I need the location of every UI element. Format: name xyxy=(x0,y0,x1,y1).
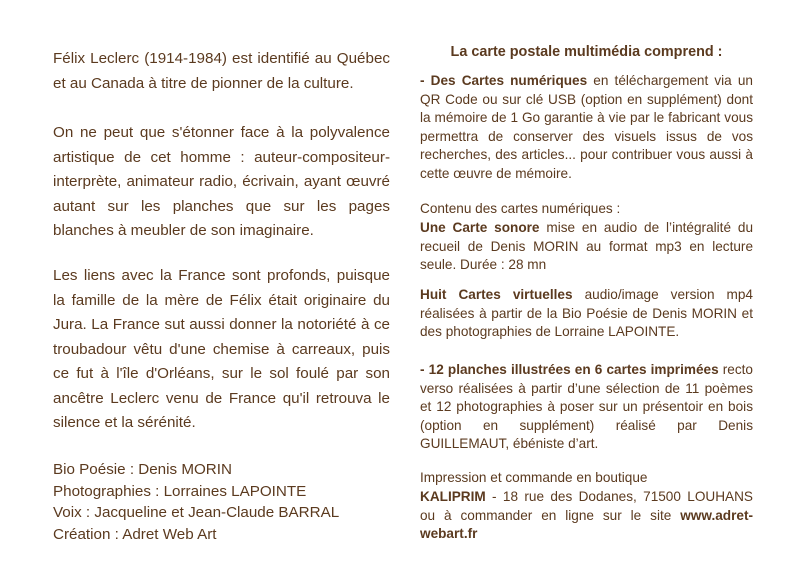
contenu-heading: Contenu des cartes numériques : xyxy=(420,201,621,216)
website-link[interactable]: www.adret-webart.fr xyxy=(420,507,753,542)
credits-block xyxy=(53,459,390,545)
planches-label: - 12 planches illustrées en 6 cartes imprimées xyxy=(420,362,719,377)
france-paragraph: Les liens avec la France sont profonds, puisque la famille de la mère de Félix était originaire du Jura. La France sut aussi donner la notoriété à ce troubadour vêtu d'une chemise à carreaux, puis ce fut à l'île d'Orléans, sur le sol foulé par son ancêtre Leclerc venu de France qu'il retrouva le silence et la sérénité. xyxy=(53,267,390,431)
cartes-virtuelles-paragraph xyxy=(420,286,753,342)
cartes-numeriques-text: en téléchargement via un QR Code ou sur clé USB (option en supplément) dont la mémoire de 1 Go garantie à vie par le fabricant vous permettra de conserver des visuels issus de vos recherches, des articles... pour contribuer vous aussi à cette œuvre de mémoire. xyxy=(420,73,753,181)
planches-paragraph xyxy=(420,361,753,454)
cartes-virtuelles-text: audio/image version mp4 réalisées à partir de la Bio Poésie de Denis MORIN et des photographies de Lorraine LAPOINTE. xyxy=(420,287,753,340)
cartes-virtuelles-label: Huit Cartes virtuelles xyxy=(420,287,573,302)
kaliprim-paragraph xyxy=(420,488,753,544)
credit-voix: Voix : Jacqueline et Jean-Claude BARRAL xyxy=(53,504,340,521)
credit-creation: Création : Adret Web Art xyxy=(53,525,217,543)
polyvalence-paragraph: On ne peut que s'étonner face à la polyvalence artistique de cet homme : auteur-compositeur-interprète, animateur radio, écrivain, ayant œuvré autant sur les planches que sur les pages blanches à meubler de son imaginaire. xyxy=(53,124,390,239)
impression-heading: Impression et commande en boutique xyxy=(420,470,648,485)
credit-bio: Bio Poésie : Denis MORIN xyxy=(53,461,232,478)
carte-sonore-label: Une Carte sonore xyxy=(420,220,540,235)
credit-photos: Photographies : Lorraines LAPOINTE xyxy=(53,482,307,500)
planches-text: recto verso réalisées à partir d’une sélection de 11 poèmes et 12 photographies à poser sur un présentoir en bois (option en supplément) réalisé par Denis GUILLEMAUT, ébéniste d’art. xyxy=(420,362,753,452)
intro-paragraph: Félix Leclerc (1914-1984) est identifié au Québec et au Canada à titre de pionner de la culture. xyxy=(53,50,390,92)
section-heading: La carte postale multimédia comprend : xyxy=(450,44,723,60)
cartes-numeriques-paragraph xyxy=(420,72,753,184)
carte-sonore-text: mise en audio de l’intégralité du recueil de Denis MORIN au format mp3 en lecture seule. Durée : 28 mn xyxy=(420,220,754,273)
kaliprim-text: - 18 rue des Dodanes, 71500 LOUHANS ou à commander en ligne sur le site xyxy=(420,489,753,523)
carte-sonore-paragraph xyxy=(420,219,753,275)
kaliprim-label: KALIPRIM xyxy=(420,489,486,504)
cartes-numeriques-label: - Des Cartes numériques xyxy=(420,73,588,88)
